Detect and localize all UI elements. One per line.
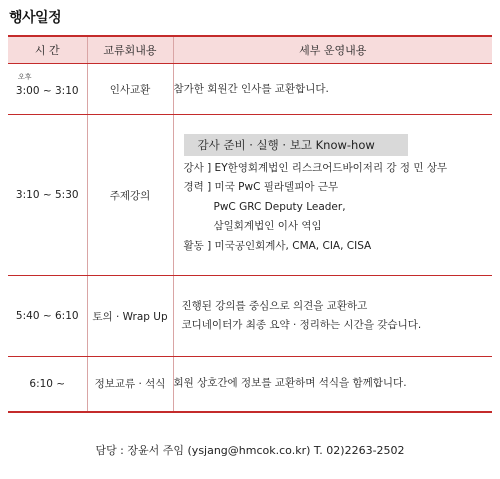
page-title: 행사일정	[9, 10, 62, 26]
detail-cell	[173, 357, 492, 412]
time-text: 5:40 ~ 6:10	[15, 310, 79, 322]
schedule-table	[8, 35, 492, 413]
time-cell	[8, 64, 87, 115]
time-cell	[8, 115, 87, 276]
time-text: 6:10 ~	[29, 377, 66, 390]
detail-cell	[173, 276, 492, 357]
table-header-row	[8, 36, 492, 64]
contact-footer: 담당 : 장윤서 주임 (ysjang@hmcok.co.kr) T. 02)2263-2502	[95, 444, 405, 457]
topic-cell: 정보교류 · 석식	[87, 357, 173, 412]
header-content: 교류회내용	[87, 36, 173, 64]
table-row	[8, 276, 492, 357]
detail-text: 코디네이터가 최종 요약 · 정리하는 시간을 갖습니다.	[181, 319, 422, 331]
topic-cell: 토의 · Wrap Up	[87, 276, 173, 357]
career-line: PwC GRC Deputy Leader,	[213, 200, 346, 213]
topic-cell: 인사교환	[87, 64, 173, 115]
lecturer-line: 강사 ] EY한영회계법인 리스크어드바이저리 강 정 민 상무	[183, 161, 448, 174]
ampm-label: 오후	[18, 73, 32, 81]
header-details: 세부 운영내용	[173, 36, 492, 64]
topic-cell: 주제강의	[87, 115, 173, 276]
header-time: 시 간	[8, 36, 87, 64]
table-row	[8, 357, 492, 412]
table-row	[8, 64, 492, 115]
detail-cell	[173, 115, 492, 276]
detail-cell	[173, 64, 492, 115]
detail-text: 회원 상호간에 정보를 교환하며 석식을 함께합니다.	[173, 377, 407, 390]
time-text: 3:10 ~ 5:30	[15, 189, 79, 201]
time-text: 3:00 ~ 3:10	[15, 85, 79, 97]
activity-line: 활동 ] 미국공인회계사, CMA, CIA, CISA	[183, 239, 372, 252]
time-cell	[8, 276, 87, 357]
table-row	[8, 115, 492, 276]
detail-text: 진행된 강의를 중심으로 의견을 교환하고	[181, 300, 368, 312]
career-line: 삼일회계법인 이사 역임	[213, 220, 322, 233]
lecture-title-badge: 감사 준비 · 실행 · 보고 Know-how	[184, 134, 408, 156]
time-cell	[8, 357, 87, 412]
career-line: 경력 ] 미국 PwC 필라델피아 근무	[183, 181, 339, 194]
detail-text: 참가한 회원간 인사를 교환합니다.	[173, 82, 329, 95]
